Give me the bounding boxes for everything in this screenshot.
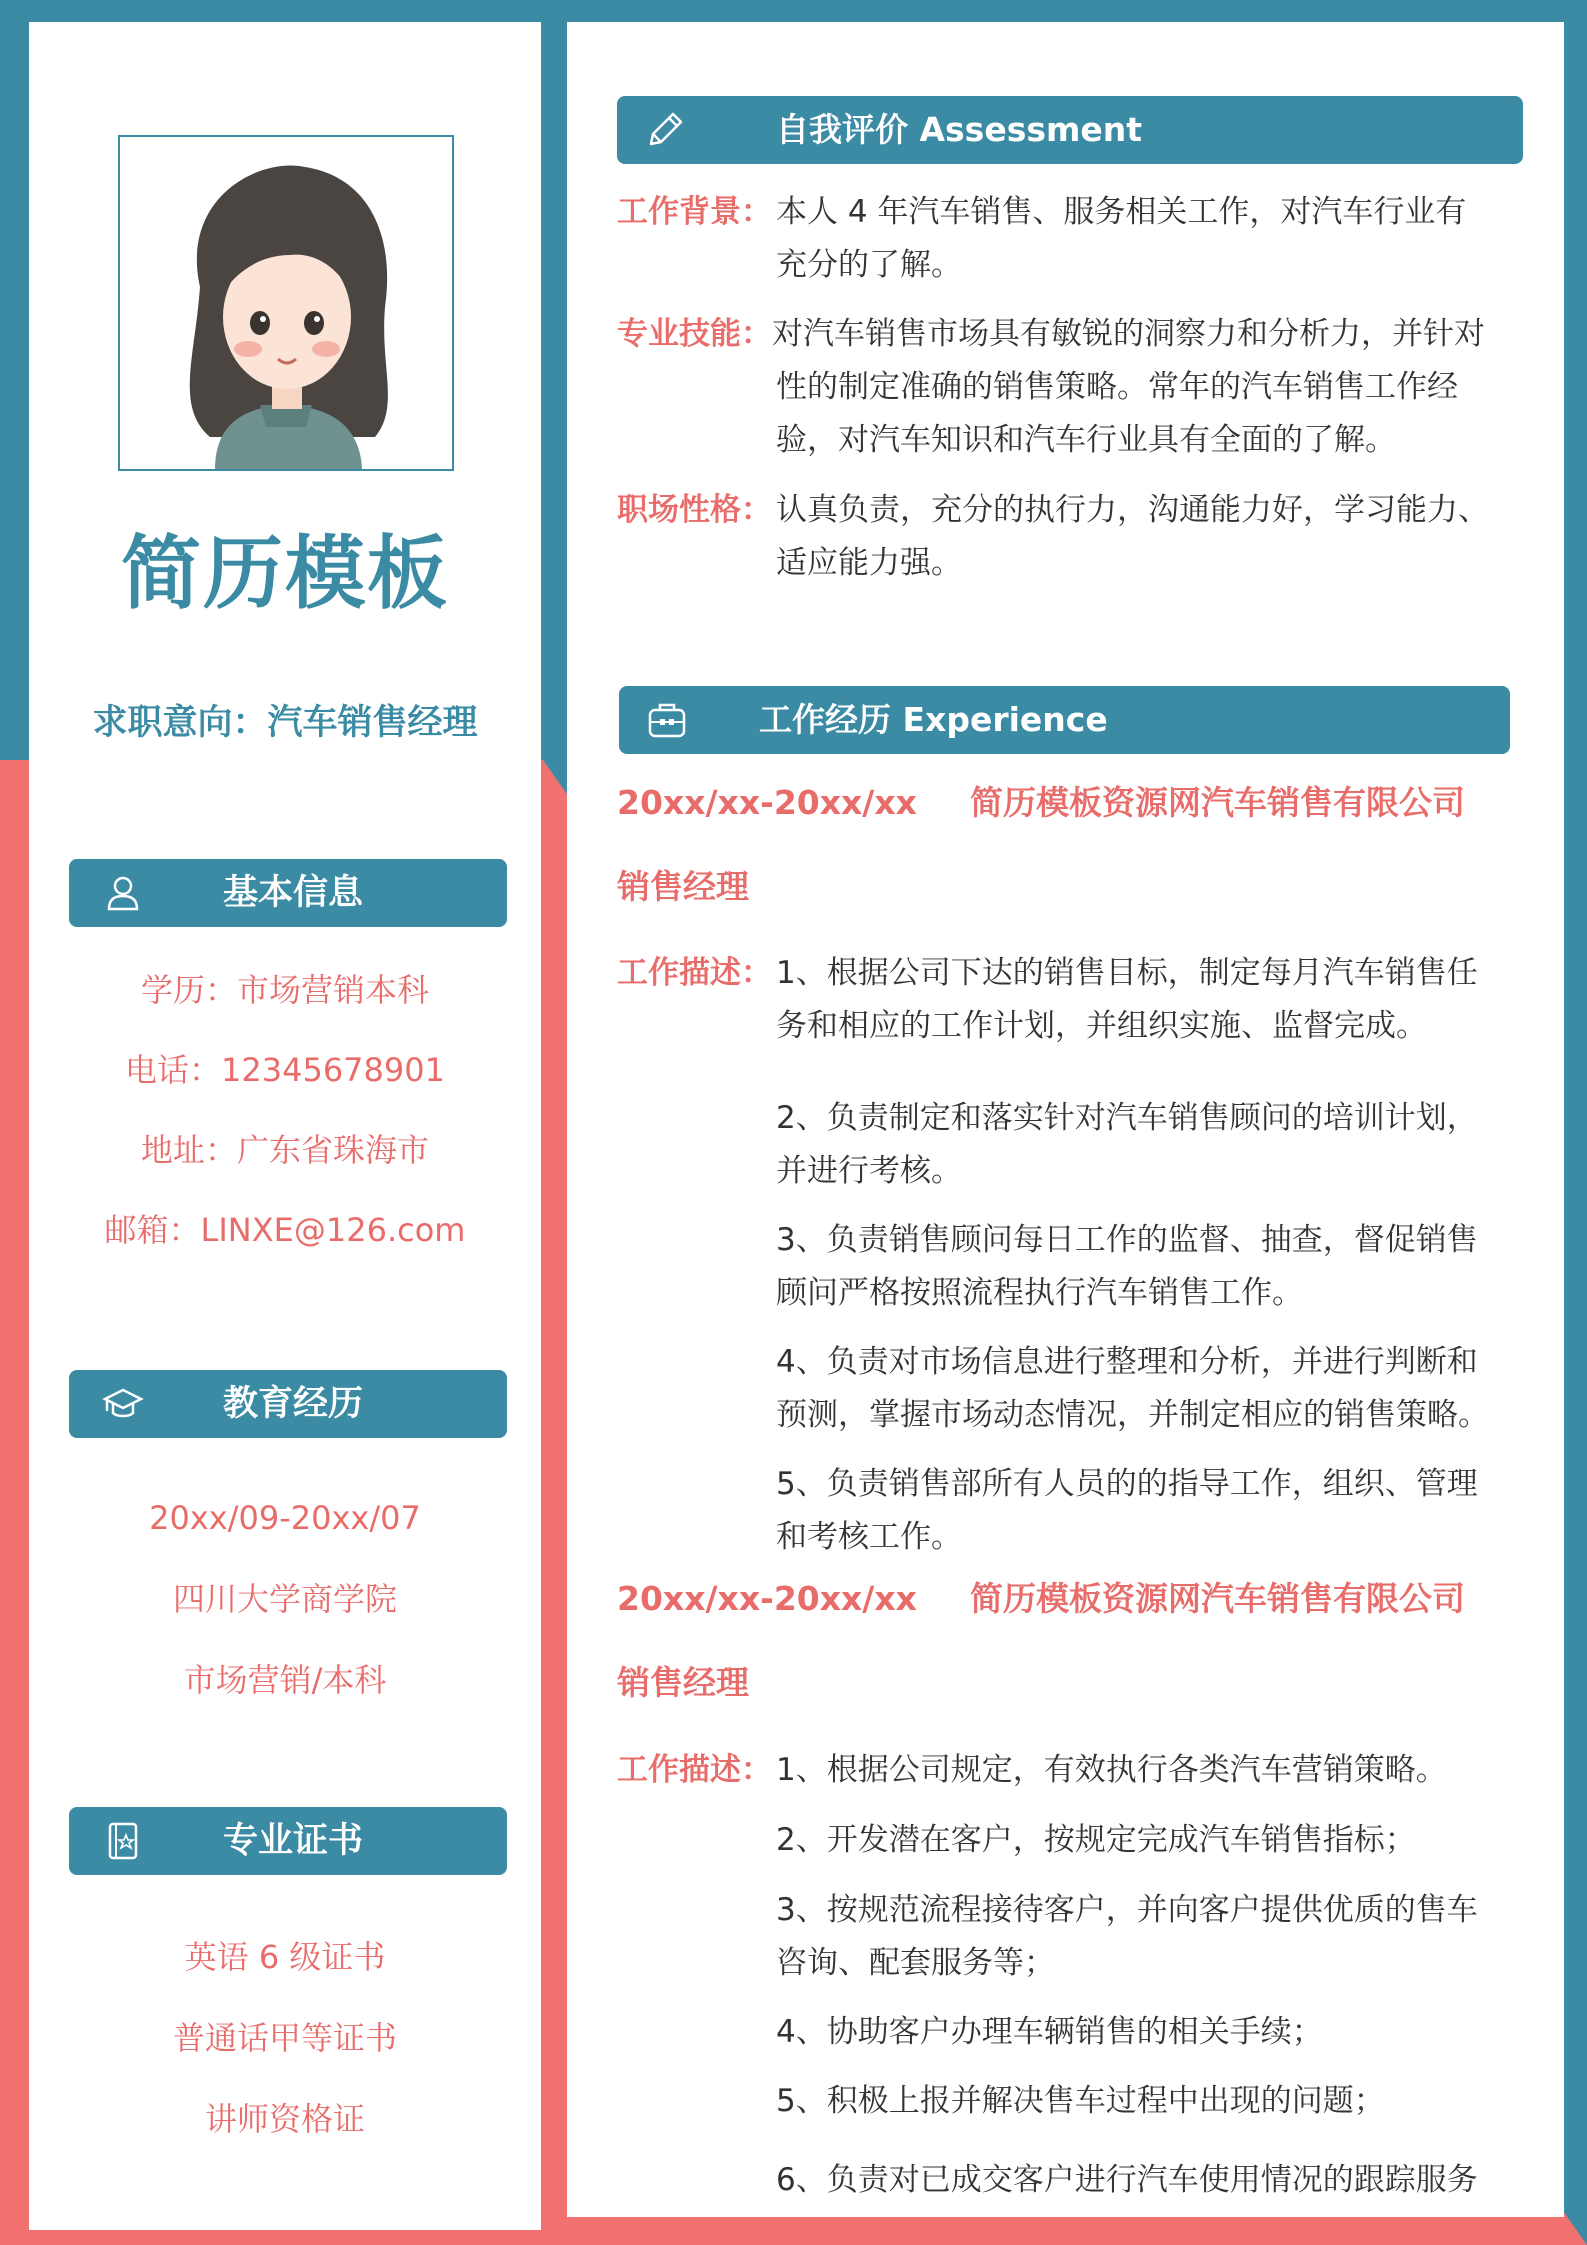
job-1-duty-3 [776,1214,1546,1320]
certificate-mandarin: 普通话甲等证书 [172,2019,397,2057]
main-content [567,22,1564,2217]
work-background-label: 工作背景： [617,194,772,230]
education-school: 四川大学商学院 [172,1580,397,1618]
phone-number: 电话：12345678901 [125,1051,445,1089]
text-line: 对汽车销售市场具有敏锐的洞察力和分析力，并针对 [772,316,1485,352]
certificates-header [69,1807,507,1875]
job-2-company: 简历模板资源网汽车销售有限公司 [970,1579,1465,1618]
job-intent: 求职意向：汽车销售经理 [92,703,478,743]
job-1-duty-2 [776,1092,1546,1198]
text-line: 4、负责对市场信息进行整理和分析，并进行判断和 [776,1344,1478,1380]
text-line: 适应能力强。 [776,545,962,581]
job-2-duty-6: 6、负责对已成交客户进行汽车使用情况的跟踪服务 [776,2162,1478,2198]
personality-text [776,484,1536,590]
personality-label: 职场性格： [617,492,772,528]
text-line: 验，对汽车知识和汽车行业具有全面的了解。 [776,422,1396,458]
education-degree: 学历：市场营销本科 [140,971,429,1009]
text-line: 并进行考核。 [776,1153,962,1189]
profile-photo [118,135,454,471]
job-2-duty-5: 5、积极上报并解决售车过程中出现的问题； [776,2083,1385,2119]
address: 地址：广东省珠海市 [140,1131,429,1169]
text-line: 1、根据公司下达的销售目标，制定每月汽车销售任 [776,955,1478,991]
job-2-duty-2: 2、开发潜在客户，按规定完成汽车销售指标； [776,1822,1416,1858]
text-line: 认真负责，充分的执行力，沟通能力好，学习能力、 [776,492,1489,528]
job-2-description-label: 工作描述： [617,1752,772,1788]
job-2-duty-1: 1、根据公司规定，有效执行各类汽车营销策略。 [776,1752,1447,1788]
email-address: 邮箱：LINXE@126.com [104,1211,466,1249]
text-line: 充分的了解。 [776,247,962,283]
professional-skills-label: 专业技能： [617,316,772,352]
education-period: 20xx/09-20xx/07 [149,1499,421,1537]
text-line: 和考核工作。 [776,1519,962,1555]
resume-title: 简历模板 [121,527,449,620]
assessment-header [617,96,1523,164]
text-line: 2、负责制定和落实针对汽车销售顾问的培训计划， [776,1100,1478,1136]
basic-info-header [69,859,507,927]
job-1-duty-4 [776,1336,1546,1442]
job-1-date: 20xx/xx-20xx/xx [617,783,917,822]
education-major: 市场营销/本科 [183,1661,387,1699]
text-line: 本人 4 年汽车销售、服务相关工作，对汽车行业有 [776,194,1467,230]
job-2-duty-3 [776,1884,1546,1990]
certificates-title: 专业证书 [222,1821,363,1861]
job-1-company: 简历模板资源网汽车销售有限公司 [970,783,1465,822]
avatar-illustration [120,137,452,469]
text-line: 务和相应的工作计划，并组织实施、监督完成。 [776,1008,1427,1044]
text-line: 3、按规范流程接待客户，并向客户提供优质的售车 [776,1892,1478,1928]
text-line: 咨询、配套服务等； [776,1945,1055,1981]
education-title: 教育经历 [222,1384,363,1424]
text-line: 5、负责销售部所有人员的的指导工作，组织、管理 [776,1466,1478,1502]
text-line: 顾问严格按照流程执行汽车销售工作。 [776,1275,1303,1311]
experience-title: 工作经历 Experience [759,700,1108,739]
pencil-icon [643,108,687,152]
professional-skills-text [772,308,1532,467]
text-line: 性的制定准确的销售策略。常年的汽车销售工作经 [776,369,1458,405]
job-2-position: 销售经理 [617,1663,749,1702]
job-1-duty-1 [776,947,1546,1053]
job-1-description-label: 工作描述： [617,955,772,991]
basic-info-title: 基本信息 [222,873,363,913]
job-2-date: 20xx/xx-20xx/xx [617,1579,917,1618]
certificate-english: 英语 6 级证书 [184,1938,386,1976]
text-line: 预测，掌握市场动态情况，并制定相应的销售策略。 [776,1397,1489,1433]
job-2-duty-4: 4、协助客户办理车辆销售的相关手续； [776,2014,1323,2050]
certificate-lecturer: 讲师资格证 [204,2100,365,2138]
left-sidebar [29,22,541,2230]
assessment-title: 自我评价 Assessment [776,110,1143,149]
work-background-text [776,186,1536,292]
experience-header [619,686,1510,754]
education-header [69,1370,507,1438]
briefcase-icon [645,698,689,742]
job-1-position: 销售经理 [617,867,749,906]
job-1-duty-5 [776,1458,1546,1564]
text-line: 3、负责销售顾问每日工作的监督、抽查，督促销售 [776,1222,1478,1258]
